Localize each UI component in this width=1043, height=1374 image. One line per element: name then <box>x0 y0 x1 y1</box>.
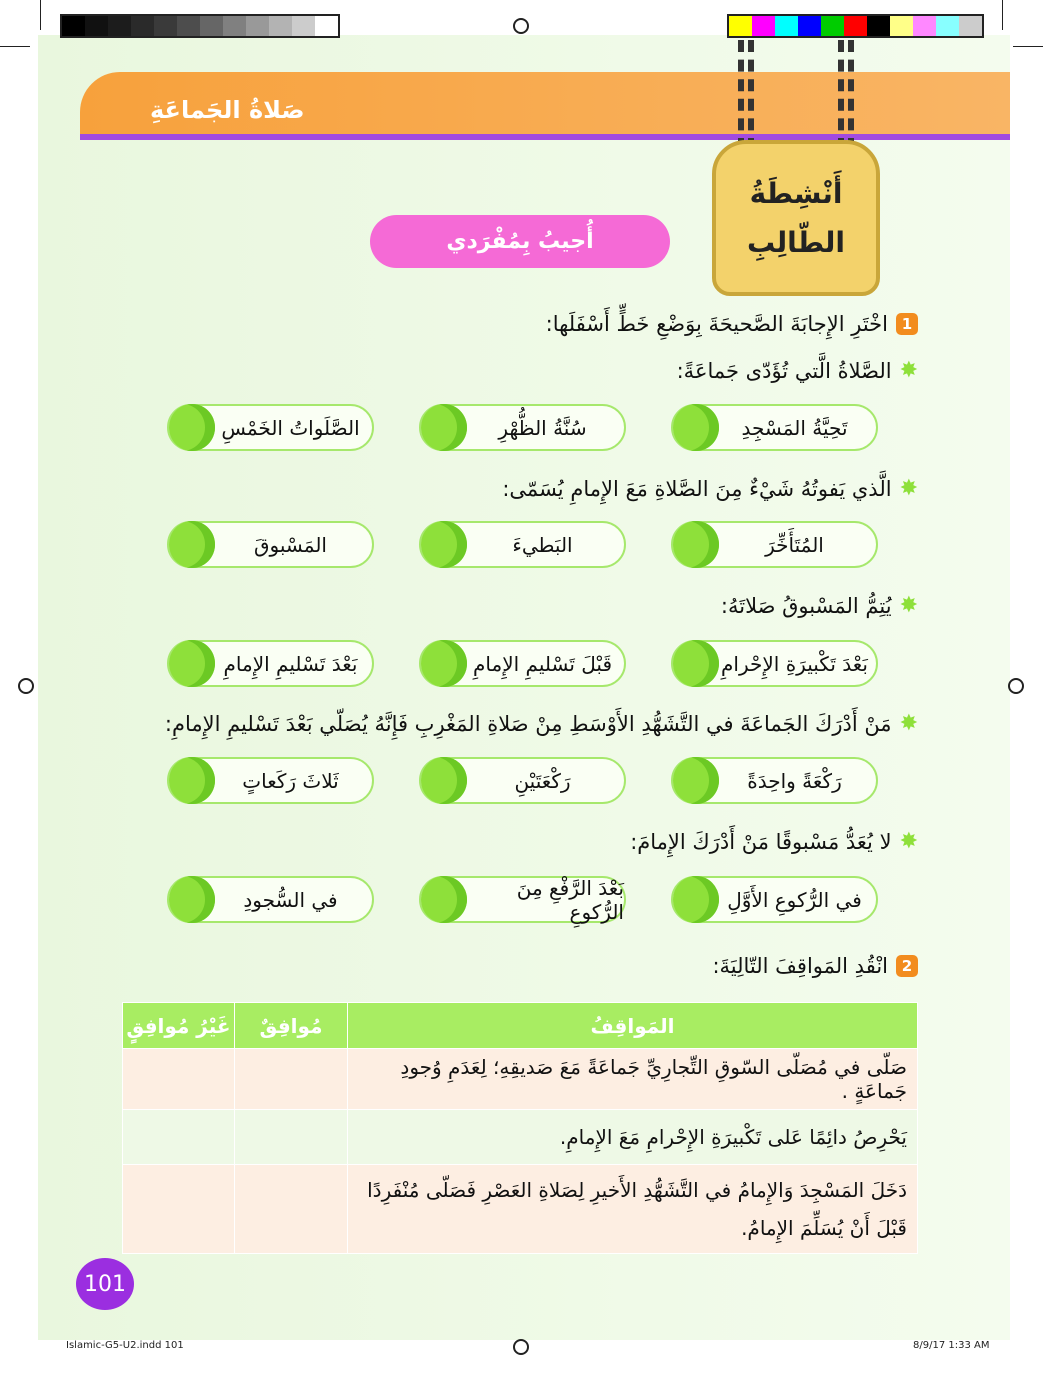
answer-option[interactable]: بَعْدَ تَكْبيرَةِ الإِحْرامِ <box>671 640 878 687</box>
table-row: دَخَلَ المَسْجِدَ وَالإِمامُ في التَّشَهُّدِ الأَخيرِ لِصَلاةِ العَصْرِ فَصَلّى مُنْفَرِدًا قَبْلَ أَنْ يُسَلِّمَ الإِمامُ. <box>123 1165 918 1254</box>
answer-option[interactable]: البَطيءَ <box>419 521 626 568</box>
mosque-crescent-icon <box>421 640 467 687</box>
activity2-instruction: 2 انْقُدِ المَواقِفَ التّالِيَةَ: <box>712 954 918 978</box>
mosque-crescent-icon <box>169 521 215 568</box>
chain-icon <box>838 40 854 150</box>
number-badge: 1 <box>896 313 918 335</box>
answer-option[interactable]: الصَّلَواتُ الخَمْسِ <box>167 404 374 451</box>
answer-option[interactable]: المَسْبوقَ <box>167 521 374 568</box>
star-bullet-icon: ✸ <box>899 711 918 736</box>
registration-mark-icon <box>513 18 529 34</box>
mosque-crescent-icon <box>169 404 215 451</box>
activities-sign <box>712 140 880 296</box>
table-row: يَحْرِصُ دائِمًا عَلى تَكْبيرَةِ الإِحْرامِ مَعَ الإِمامِ. <box>123 1110 918 1165</box>
disagree-cell[interactable] <box>123 1165 235 1254</box>
question: ✸ مَنْ أَدْرَكَ الجَماعَةَ في التَّشَهُّدِ الأَوْسَطِ مِنْ صَلاةِ المَغْرِبِ فَإِنَّهُ يُصَلّي بَعْدَ تَسْليمِ الإِمامِ: <box>164 711 918 736</box>
agree-cell[interactable] <box>235 1110 348 1165</box>
disagree-cell[interactable] <box>123 1110 235 1165</box>
question: ✸ الصَّلاةُ الَّتي تُؤَدّى جَماعَةً: <box>676 358 918 383</box>
question: ✸ لا يُعَدُّ مَسْبوقًا مَنْ أَدْرَكَ الإِمامَ: <box>630 829 918 854</box>
answer-option[interactable]: سُنَّةُ الظُّهْرِ <box>419 404 626 451</box>
chain-icon <box>738 40 754 150</box>
answer-option[interactable]: بَعْدَ الرَّفْعِ مِنَ الرُّكوعِ <box>419 876 626 923</box>
grayscale-bar <box>60 14 340 38</box>
answer-option[interactable]: في السُّجودِ <box>167 876 374 923</box>
answer-option[interactable]: في الرُّكوعِ الأَوَّلِ <box>671 876 878 923</box>
col-header: مُوافِقٌ <box>235 1003 348 1049</box>
mosque-crescent-icon <box>169 757 215 804</box>
mosque-crescent-icon <box>169 876 215 923</box>
lesson-title: صَلاةُ الجَماعَةِ <box>150 96 305 124</box>
table-row: صَلّى في مُصَلّى السّوقِ التِّجارِيِّ جَماعَةً مَعَ صَديقِهِ؛ لِعَدَمِ وُجودِ جَماعَةٍ . <box>123 1049 918 1110</box>
answer-option[interactable]: قَبْلَ تَسْليمِ الإِمامِ <box>419 640 626 687</box>
mosque-crescent-icon <box>673 876 719 923</box>
mosque-crescent-icon <box>421 404 467 451</box>
question: ✸ يُتِمُّ المَسْبوقُ صَلاتَهُ: <box>720 593 918 618</box>
mosque-crescent-icon <box>421 876 467 923</box>
number-badge: 2 <box>896 955 918 977</box>
answer-option[interactable]: ثَلاثَ رَكَعاتٍ <box>167 757 374 804</box>
page-number: 101 <box>76 1258 134 1310</box>
star-bullet-icon: ✸ <box>899 358 918 383</box>
positions-table <box>122 1002 918 1254</box>
mosque-crescent-icon <box>673 640 719 687</box>
answer-option[interactable]: رَكْعَتَيْنِ <box>419 757 626 804</box>
star-bullet-icon: ✸ <box>899 829 918 854</box>
registration-mark-icon <box>18 678 34 694</box>
mode-label: أُجيبُ بِمُفْرَدي <box>370 215 670 268</box>
mosque-crescent-icon <box>169 640 215 687</box>
mosque-crescent-icon <box>673 521 719 568</box>
sign-line1: أَنْشِطَةُ <box>749 177 843 210</box>
star-bullet-icon: ✸ <box>899 593 918 618</box>
question: ✸ الَّذي يَفوتُهُ شَيْءٌ مِنَ الصَّلاةِ مَعَ الإِمامِ يُسَمّى: <box>502 476 918 501</box>
agree-cell[interactable] <box>235 1165 348 1254</box>
sign-line2: الطّالِبِ <box>746 226 846 259</box>
registration-mark-icon <box>1008 678 1024 694</box>
agree-cell[interactable] <box>235 1049 348 1110</box>
answer-option[interactable]: المُتَأَخِّرَ <box>671 521 878 568</box>
mosque-crescent-icon <box>673 404 719 451</box>
mosque-crescent-icon <box>673 757 719 804</box>
col-header: غَيْرُ مُوافِقٍ <box>123 1003 235 1049</box>
file-slug: Islamic-G5-U2.indd 101 <box>66 1340 184 1351</box>
registration-mark-icon <box>513 1339 529 1355</box>
mosque-crescent-icon <box>421 757 467 804</box>
col-header: المَواقِفُ <box>348 1003 918 1049</box>
activity1-instruction: 1 اخْتَرِ الإِجابَةَ الصَّحيحَةَ بِوَضْعِ خَطٍّ أَسْفَلَها: <box>546 312 918 336</box>
mosque-crescent-icon <box>421 521 467 568</box>
answer-option[interactable]: رَكْعَةً واحِدَةً <box>671 757 878 804</box>
color-bar <box>727 14 984 38</box>
print-date: 8/9/17 1:33 AM <box>913 1340 990 1351</box>
disagree-cell[interactable] <box>123 1049 235 1110</box>
star-bullet-icon: ✸ <box>899 476 918 501</box>
answer-option[interactable]: بَعْدَ تَسْليمِ الإِمامِ <box>167 640 374 687</box>
answer-option[interactable]: تَحِيَّةُ المَسْجِدِ <box>671 404 878 451</box>
